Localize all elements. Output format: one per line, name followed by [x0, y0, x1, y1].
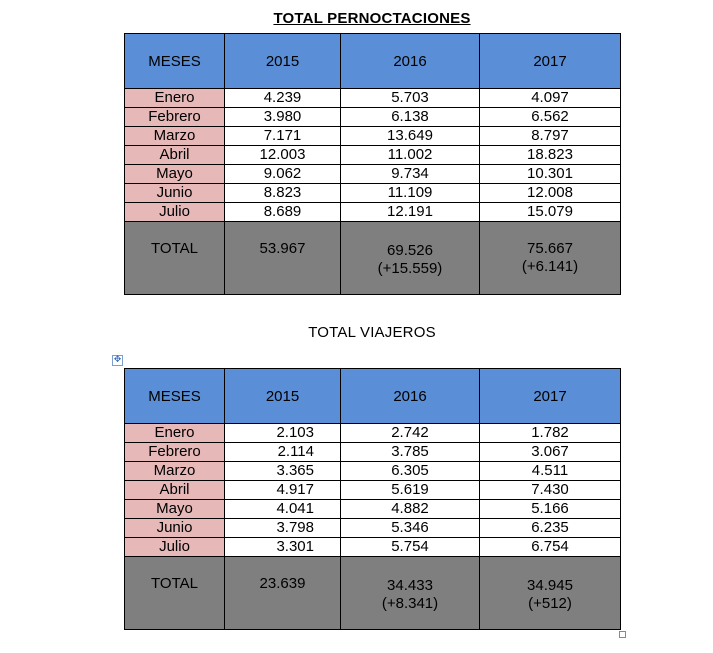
month-cell: Enero — [125, 424, 225, 443]
table-row — [125, 500, 621, 519]
value-2017: 4.097 — [480, 89, 621, 108]
value-2017: 4.511 — [480, 462, 621, 481]
header-2015: 2015 — [225, 34, 341, 89]
value-2017: 3.067 — [480, 443, 621, 462]
total-2015: 53.967 — [225, 222, 341, 295]
value-2016: 6.305 — [341, 462, 480, 481]
title-total-pernoctaciones: TOTAL PERNOCTACIONES — [273, 10, 471, 27]
total-2015: 23.639 — [225, 557, 341, 630]
table-row — [125, 462, 621, 481]
table-row — [125, 108, 621, 127]
value-2016: 5.619 — [341, 481, 480, 500]
total-row — [125, 557, 621, 630]
value-2016: 12.191 — [341, 203, 480, 222]
move-handle-icon[interactable]: ✥ — [113, 355, 122, 365]
month-cell: Febrero — [125, 108, 225, 127]
value-2016: 11.002 — [341, 146, 480, 165]
header-meses: MESES — [125, 369, 225, 424]
value-2015: 3.798 — [225, 519, 341, 538]
total-2017 — [480, 557, 621, 630]
value-2017: 6.754 — [480, 538, 621, 557]
value-2015: 12.003 — [225, 146, 341, 165]
total-2016 — [341, 557, 480, 630]
value-2016: 9.734 — [341, 165, 480, 184]
month-cell: Junio — [125, 184, 225, 203]
total-label: TOTAL — [125, 557, 225, 630]
month-cell: Abril — [125, 146, 225, 165]
table-row — [125, 519, 621, 538]
month-cell: Mayo — [125, 165, 225, 184]
value-2015: 8.689 — [225, 203, 341, 222]
value-2016: 5.703 — [341, 89, 480, 108]
total-2016-diff: (+8.341) — [381, 595, 439, 612]
value-2015: 2.114 — [225, 443, 341, 462]
table-pernoctaciones — [124, 33, 621, 295]
value-2015: 4.239 — [225, 89, 341, 108]
month-cell: Marzo — [125, 462, 225, 481]
title-total-viajeros: TOTAL VIAJEROS — [308, 324, 436, 341]
month-cell: Enero — [125, 89, 225, 108]
value-2017: 18.823 — [480, 146, 621, 165]
value-2017: 6.562 — [480, 108, 621, 127]
month-cell: Julio — [125, 538, 225, 557]
month-cell: Marzo — [125, 127, 225, 146]
value-2017: 8.797 — [480, 127, 621, 146]
total-row — [125, 222, 621, 295]
total-2017-value: 75.667 — [527, 240, 573, 257]
total-2017 — [480, 222, 621, 295]
value-2015: 8.823 — [225, 184, 341, 203]
month-cell: Junio — [125, 519, 225, 538]
value-2015: 4.041 — [225, 500, 341, 519]
value-2016: 4.882 — [341, 500, 480, 519]
value-2015: 9.062 — [225, 165, 341, 184]
month-cell: Mayo — [125, 500, 225, 519]
month-cell: Julio — [125, 203, 225, 222]
table-viajeros — [124, 368, 621, 630]
value-2015: 3.365 — [225, 462, 341, 481]
total-2016 — [341, 222, 480, 295]
value-2016: 5.346 — [341, 519, 480, 538]
value-2015: 4.917 — [225, 481, 341, 500]
total-2017-diff: (+512) — [528, 595, 572, 612]
header-meses: MESES — [125, 34, 225, 89]
value-2016: 2.742 — [341, 424, 480, 443]
table-header-row — [125, 369, 621, 424]
value-2016: 3.785 — [341, 443, 480, 462]
value-2016: 11.109 — [341, 184, 480, 203]
table-row — [125, 481, 621, 500]
header-2016: 2016 — [341, 34, 480, 89]
table-row — [125, 184, 621, 203]
total-label: TOTAL — [125, 222, 225, 295]
value-2017: 7.430 — [480, 481, 621, 500]
value-2017: 15.079 — [480, 203, 621, 222]
header-2015: 2015 — [225, 369, 341, 424]
total-2017-value: 34.945 — [527, 577, 573, 594]
value-2016: 6.138 — [341, 108, 480, 127]
value-2015: 2.103 — [225, 424, 341, 443]
value-2017: 1.782 — [480, 424, 621, 443]
table-row — [125, 538, 621, 557]
table-row — [125, 146, 621, 165]
value-2015: 3.301 — [225, 538, 341, 557]
total-2017-diff: (+6.141) — [521, 258, 579, 275]
table-row — [125, 165, 621, 184]
month-cell: Abril — [125, 481, 225, 500]
value-2016: 13.649 — [341, 127, 480, 146]
total-2016-value: 34.433 — [387, 577, 433, 594]
resize-handle[interactable] — [619, 631, 626, 638]
value-2017: 12.008 — [480, 184, 621, 203]
value-2016: 5.754 — [341, 538, 480, 557]
table-row — [125, 424, 621, 443]
header-2017: 2017 — [480, 34, 621, 89]
table-row — [125, 203, 621, 222]
value-2017: 6.235 — [480, 519, 621, 538]
value-2017: 10.301 — [480, 165, 621, 184]
table-header-row — [125, 34, 621, 89]
value-2015: 3.980 — [225, 108, 341, 127]
table-row — [125, 89, 621, 108]
table-row — [125, 127, 621, 146]
month-cell: Febrero — [125, 443, 225, 462]
value-2017: 5.166 — [480, 500, 621, 519]
total-2016-diff: (+15.559) — [377, 260, 443, 277]
table-row — [125, 443, 621, 462]
header-2016: 2016 — [341, 369, 480, 424]
total-2016-value: 69.526 — [387, 242, 433, 259]
header-2017: 2017 — [480, 369, 621, 424]
value-2015: 7.171 — [225, 127, 341, 146]
